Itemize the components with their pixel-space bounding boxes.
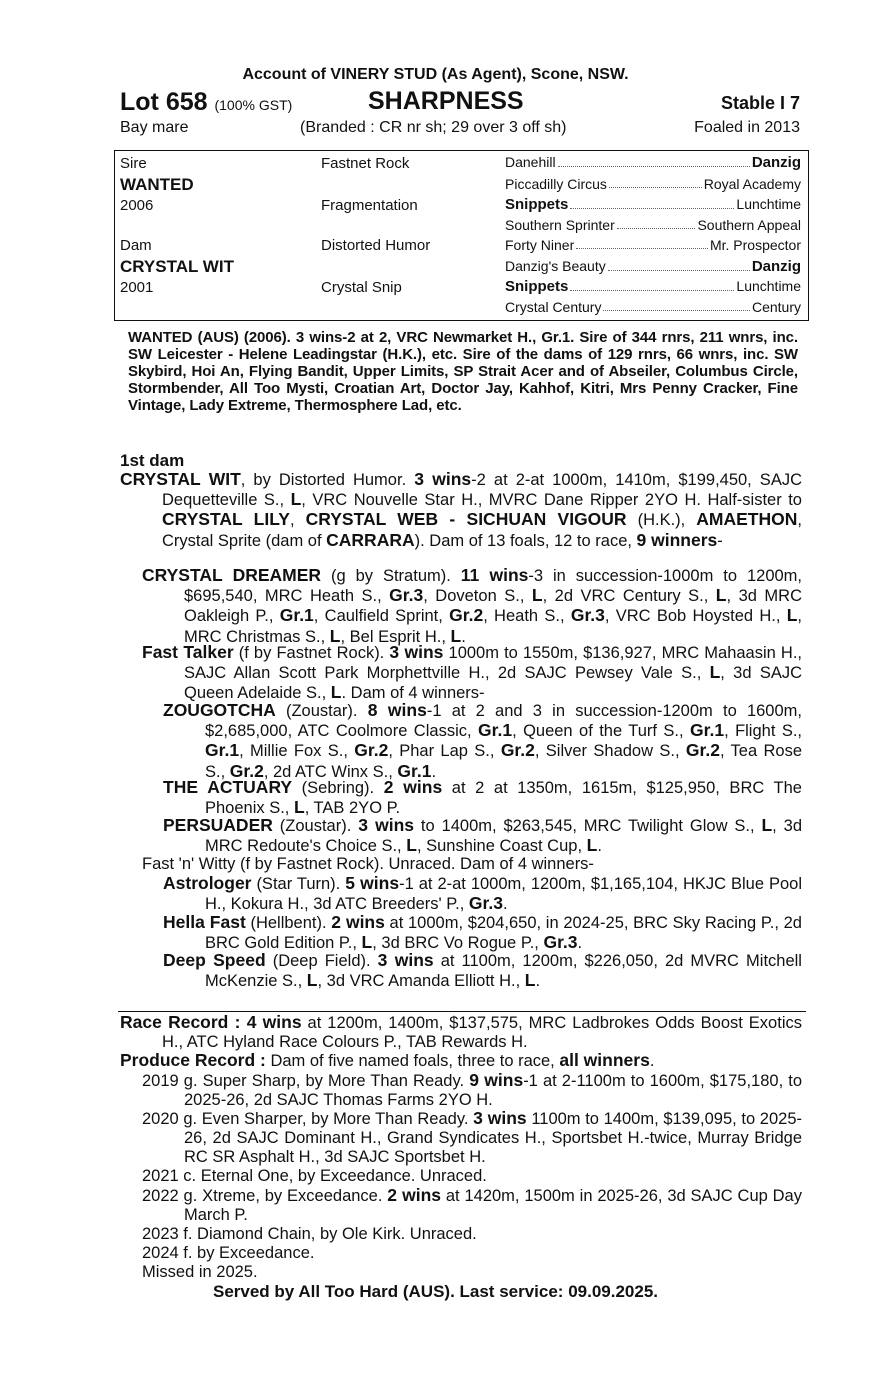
sire-label: Sire [120, 155, 147, 172]
leader-dots [603, 299, 750, 311]
crystal-wit-entry: CRYSTAL WIT, by Distorted Humor. 3 wins-2 at 2-at 1000m, 1410m, $199,450, SAJC Dequetteville S., L, VRC Nouvelle Star H., MVRC Dane Ripper 2YO H. Half-sister to CRYSTAL LILY, CRYSTAL WEB - SICHUAN VIGOUR (H.K.), AMAETHON, Crystal Sprite (dam of CARRARA). Dam of 13 foals, 12 to race, 9 winners- [120, 469, 802, 550]
foaled-year: Foaled in 2013 [694, 119, 800, 136]
fast-talker-entry: Fast Talker (f by Fastnet Rock). 3 wins 1000m to 1550m, $136,927, MRC Mahaasin H., SAJC Allan Scott Park Morphettville H., 2d SAJC Pewsey Vale S., L, 3d SAJC Queen Adelaide S., L. Dam of 4 winners- [142, 642, 803, 703]
ancestor-sire-name: Mr. Prospector [709, 237, 801, 253]
ancestor-name: Southern Sprinter [505, 217, 615, 233]
astrologer-entry: Astrologer (Star Turn). 5 wins-1 at 2-at 1000m, 1200m, $1,165,104, HKJC Blue Pool H., Kokura H., 3d ATC Breeders' P., Gr.3. [163, 873, 802, 914]
dam-label: Dam [120, 237, 152, 254]
produce-entry: 2022 g. Xtreme, by Exceedance. 2 wins at 1420m, 1500m in 2025-26, 3d SAJC Cup Day March P. [142, 1185, 802, 1225]
dam-year: 2001 [120, 279, 154, 296]
ancestor-name: Danehill [505, 154, 556, 170]
sire-sire: Fastnet Rock [321, 155, 410, 172]
sire-name: WANTED [120, 175, 194, 194]
horse-name: SHARPNESS [368, 87, 524, 115]
produce-entry: 2023 f. Diamond Chain, by Ole Kirk. Unraced. [142, 1225, 477, 1243]
horse-description: Bay mare [120, 119, 189, 136]
ancestor-sire-name: Lunchtime [736, 196, 801, 212]
dam-dam: Crystal Snip [321, 279, 402, 296]
sire-summary: WANTED (AUS) (2006). 3 wins-2 at 2, VRC Newmarket H., Gr.1. Sire of 344 rnrs, 211 wnrs, inc. SW Leicester - Helene Leadingstar (H.K.), etc. Sire of the dams of 129 rnrs, 66 wnrs, inc. SW Skybird, Hoi An, Flying Bandit, Upper Limits, SP Strait Acer and of Abseiler, Columbus Circle, Stormbender, All Too Mysti, Croatian Art, Doctor Jay, Kahhof, Kitri, Mrs Penny Cracker, Fine Vintage, Lady Extreme, Thermosphere Lad, etc. [128, 329, 798, 414]
dam-name: CRYSTAL WIT [120, 257, 234, 276]
produce-record: Produce Record : Dam of five named foals, three to race, all winners. [120, 1050, 655, 1070]
produce-entry: 2021 c. Eternal One, by Exceedance. Unraced. [142, 1167, 487, 1185]
ancestor-sire-name: Southern Appeal [697, 217, 801, 233]
ancestor-name: Forty Niner [505, 237, 575, 253]
fast-n-witty-entry: Fast 'n' Witty (f by Fastnet Rock). Unraced. Dam of 4 winners- [142, 855, 594, 873]
first-dam-heading: 1st dam [120, 451, 185, 470]
leader-dots [570, 278, 734, 291]
leader-dots [617, 217, 696, 229]
produce-entry: Missed in 2025. [142, 1263, 258, 1281]
persuader-entry: PERSUADER (Zoustar). 3 wins to 1400m, $263,545, MRC Twilight Glow S., L, 3d MRC Redoute's Choice S., L, Sunshine Coast Cup, L. [163, 815, 802, 856]
gst-note: (100% GST) [214, 97, 293, 113]
race-record: Race Record : 4 wins at 1200m, 1400m, $137,575, MRC Ladbrokes Odds Boost Exotics H., ATC Hyland Race Colours P., TAB Rewards H. [120, 1012, 802, 1052]
ancestor-name: Snippets [505, 196, 569, 213]
leader-dots [609, 176, 702, 188]
pedigree-ancestor-row [505, 237, 801, 253]
pedigree-ancestor-row [505, 278, 801, 295]
brand-note: (Branded : CR nr sh; 29 over 3 off sh) [300, 119, 567, 136]
produce-entry: 2024 f. by Exceedance. [142, 1244, 315, 1262]
ancestor-name: Danzig's Beauty [505, 258, 606, 274]
pedigree-ancestor-row [505, 217, 801, 233]
leader-dots [570, 196, 734, 209]
sire-dam: Fragmentation [321, 197, 418, 214]
pedigree-ancestor-row [505, 154, 801, 171]
hella-fast-entry: Hella Fast (Hellbent). 2 wins at 1000m, $204,650, in 2024-25, BRC Sky Racing P., 2d BRC Gold Edition P., L, 3d BRC Vo Rogue P., Gr.3. [163, 912, 802, 953]
pedigree-table [114, 150, 809, 321]
sire-year: 2006 [120, 197, 154, 214]
dam-sire: Distorted Humor [321, 237, 431, 254]
pedigree-ancestor-row [505, 196, 801, 213]
ancestor-sire-name: Royal Academy [703, 176, 801, 192]
pedigree-ancestor-row [505, 176, 801, 192]
produce-entry: 2019 g. Super Sharp, by More Than Ready. 9 wins-1 at 2-1100m to 1600m, $175,180, to 2025-26, 2d SAJC Thomas Farms 2YO H. [142, 1070, 802, 1110]
ancestor-name: Piccadilly Circus [505, 176, 607, 192]
ancestor-name: Snippets [505, 278, 569, 295]
ancestor-sire-name: Danzig [751, 258, 801, 275]
ancestor-name: Crystal Century [505, 299, 602, 315]
the-actuary-entry: THE ACTUARY (Sebring). 2 wins at 2 at 1350m, 1615m, $125,950, BRC The Phoenix S., L, TAB 2YO P. [163, 777, 802, 818]
zougotcha-entry: ZOUGOTCHA (Zoustar). 8 wins-1 at 2 and 3 in succession-1200m to 1600m, $2,685,000, ATC Coolmore Classic, Gr.1, Queen of the Turf S., Gr.1, Flight S., Gr.1, Millie Fox S., Gr.2, Phar Lap S., Gr.2, Silver Shadow S., Gr.2, Tea Rose S., Gr.2, 2d ATC Winx S., Gr.1. [163, 700, 803, 781]
account-line: Account of VINERY STUD (As Agent), Scone, NSW. [242, 66, 629, 83]
produce-entry: 2020 g. Even Sharper, by More Than Ready. 3 wins 1100m to 1400m, $139,095, to 2025-26, 2d SAJC Dominant H., Grand Syndicates H., Sportsbet H.-twice, Murray Bridge RC SR Asphalt H., 3d SAJC Sportsbet H. [142, 1108, 802, 1167]
leader-dots [558, 154, 750, 167]
pedigree-ancestor-row [505, 258, 801, 275]
ancestor-sire-name: Lunchtime [736, 278, 801, 294]
served-note: Served by All Too Hard (AUS). Last service: 09.09.2025. [212, 1282, 658, 1301]
crystal-dreamer-entry: CRYSTAL DREAMER (g by Stratum). 11 wins-3 in succession-1000m to 1200m, $695,540, MRC Heath S., Gr.3, Doveton S., L, 2d VRC Century S., L, 3d MRC Oakleigh P., Gr.1, Caulfield Sprint, Gr.2, Heath S., Gr.3, VRC Bob Hoysted H., L, MRC Christmas S., L, Bel Esprit H., L. [142, 565, 802, 646]
pedigree-ancestor-row [505, 299, 801, 315]
lot-label: Lot 658 [120, 88, 208, 116]
deep-speed-entry: Deep Speed (Deep Field). 3 wins at 1100m, 1200m, $226,050, 2d MVRC Mitchell McKenzie S., L, 3d VRC Amanda Elliott H., L. [163, 950, 802, 991]
leader-dots [576, 237, 708, 249]
ancestor-sire-name: Century [751, 299, 801, 315]
stable-location: Stable I 7 [720, 93, 800, 113]
lot-number [120, 88, 292, 117]
ancestor-sire-name: Danzig [751, 154, 801, 171]
leader-dots [608, 258, 750, 271]
